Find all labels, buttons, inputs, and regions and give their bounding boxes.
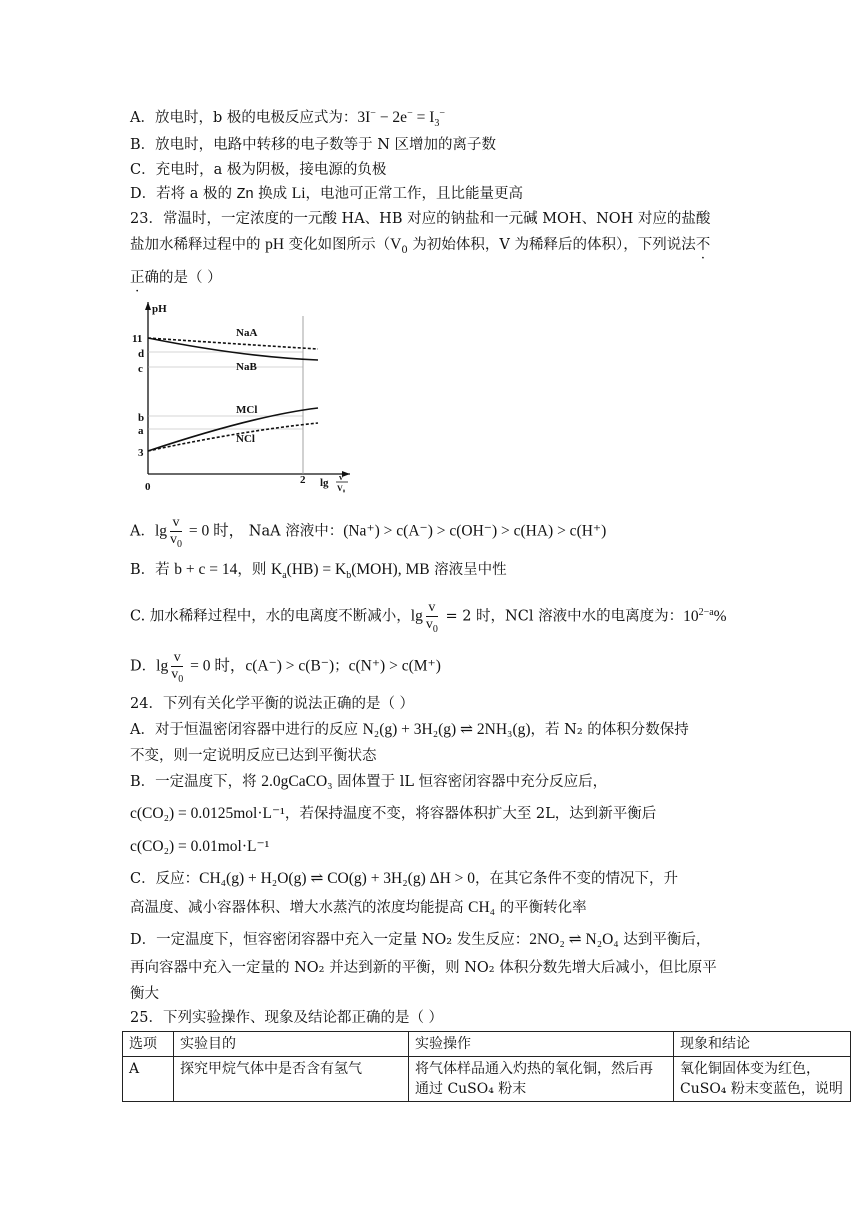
- x-axis-arrow: [342, 471, 350, 477]
- q24-option-d-line1: D．一定温度下，恒容密闭容器中充入一定量 NO₂ 发生反应：2NO₂ ⇌ N₂O₄ 达到平衡后，: [130, 931, 711, 948]
- q24-option-d-line3: 衡大: [130, 986, 159, 1002]
- x-axis-label-v0: V₀: [337, 484, 346, 493]
- q23-option-c: C. 加水稀释过程中，水的电离度不断减小，lg $\frac{v}{v_0}$ = 2 时，NCl 溶液中水的电离度为：$10^{2-a}\%$: [130, 600, 727, 635]
- cell-operation: 将气体样品通入灼热的氧化铜，然后再 通过 CuSO₄ 粉末: [409, 1057, 674, 1102]
- tick-a: a: [138, 425, 144, 437]
- tick-x0: 0: [145, 481, 151, 493]
- label-nab: NaB: [236, 361, 257, 373]
- label-ncl: NCl: [236, 433, 255, 445]
- tick-d: d: [138, 348, 145, 360]
- ph-dilution-graph: [128, 296, 358, 496]
- q24-option-b-line2: c(CO₂) = 0.0125mol·L⁻¹，若保持温度不变，将容器体积扩大至 2L，达到新平衡后: [130, 805, 657, 822]
- q23-option-b: B．若 b + c = 14，则 $K_a(HB) = K_b(MOH)$, MB 溶液呈中性: [130, 561, 507, 582]
- curve-ncl: [148, 423, 318, 451]
- q24-option-b-line3: c(CO₂) = 0.01mol·L⁻¹: [130, 838, 270, 855]
- q22-option-d: D．若将 a 极的 Zn 换成 Li，电池可正常工作，且比能量更高: [130, 185, 524, 202]
- q24-option-c-line1: C．反应：CH₄(g) + H₂O(g) ⇌ CO(g) + 3H₂(g) ΔH > 0，在其它条件不变的情况下，升: [130, 870, 679, 887]
- q24-option-a-line2: 不变，则一定说明反应已达到平衡状态: [130, 748, 377, 764]
- q23-stem-line3: 正确的是（ ）: [130, 270, 222, 286]
- q23-stem-line1: 23．常温时，一定浓度的一元酸 HA、HB 对应的钠盐和一元碱 MOH、NOH 对应的盐酸: [130, 211, 711, 227]
- tick-b: b: [138, 412, 145, 424]
- q23-option-d: D．lg $\frac{v}{v_0}$ = 0 时，c(A⁻) > c(B⁻)；c(N⁺) > c(M⁺): [130, 650, 441, 685]
- q23-option-a: A．lg $\frac{v}{v_0}$ = 0 时， NaA 溶液中：(Na⁺) > c(A⁻) > c(OH⁻) > c(HA) > c(H⁺): [130, 515, 607, 550]
- header-operation: 实验操作: [409, 1032, 674, 1057]
- x-axis-label-lg: lg: [320, 477, 329, 489]
- cell-goal: 探究甲烷气体中是否含有氢气: [174, 1057, 409, 1102]
- header-option: 选项: [123, 1032, 174, 1057]
- q23-stem-line2: 盐加水稀释过程中的 pH 变化如图所示（$V_0$ 为初始体积，V 为稀释后的体积），下列说法不: [130, 236, 711, 256]
- cell-result: 氧化铜固体变为红色， CuSO₄ 粉末变蓝色，说明: [674, 1057, 851, 1102]
- q24-option-c-line2: 高温度、减小容器体积、增大水蒸汽的浓度均能提高 CH₄ 的平衡转化率: [130, 899, 587, 916]
- tick-c: c: [138, 363, 143, 375]
- header-result: 现象和结论: [674, 1032, 851, 1057]
- q22-option-c: C．充电时，a 极为阴极，接电源的负极: [130, 162, 387, 178]
- header-goal: 实验目的: [174, 1032, 409, 1057]
- curve-mcl: [148, 408, 318, 451]
- q22-option-b: B．放电时，电路中转移的电子数等于 N 区增加的离子数: [130, 137, 497, 153]
- tick-11: 11: [132, 333, 143, 345]
- tick-x2: 2: [300, 474, 306, 486]
- y-axis-arrow: [145, 302, 151, 310]
- q24-option-d-line2: 再向容器中充入一定量的 NO₂ 并达到新的平衡，则 NO₂ 体积分数先增大后减小，但比原平: [130, 960, 717, 976]
- tick-3: 3: [138, 447, 144, 459]
- label-naa: NaA: [236, 327, 258, 339]
- q25-table: [122, 1031, 851, 1102]
- table-header-row: [123, 1032, 851, 1057]
- q24-option-b-line1: B．一定温度下，将 2.0gCaCO₃ 固体置于 lL 恒容密闭容器中充分反应后，: [130, 773, 608, 790]
- q24-stem: 24．下列有关化学平衡的说法正确的是（ ）: [130, 696, 415, 712]
- x-axis-label-v: v: [339, 473, 343, 482]
- q24-option-a-line1: A．对于恒温密闭容器中进行的反应 N₂(g) + 3H₂(g) ⇌ 2NH₃(g)，若 N₂ 的体积分数保持: [130, 721, 689, 738]
- label-mcl: MCl: [236, 404, 258, 416]
- q25-stem: 25．下列实验操作、现象及结论都正确的是（ ）: [130, 1010, 444, 1026]
- curve-nab: [148, 338, 318, 360]
- q22-option-a: A．放电时，b 极的电极反应式为：$3I^- - 2e^- = I_3^-$: [130, 107, 445, 130]
- table-row: [123, 1057, 851, 1102]
- y-axis-label: pH: [152, 303, 167, 315]
- cell-option: A: [123, 1057, 174, 1102]
